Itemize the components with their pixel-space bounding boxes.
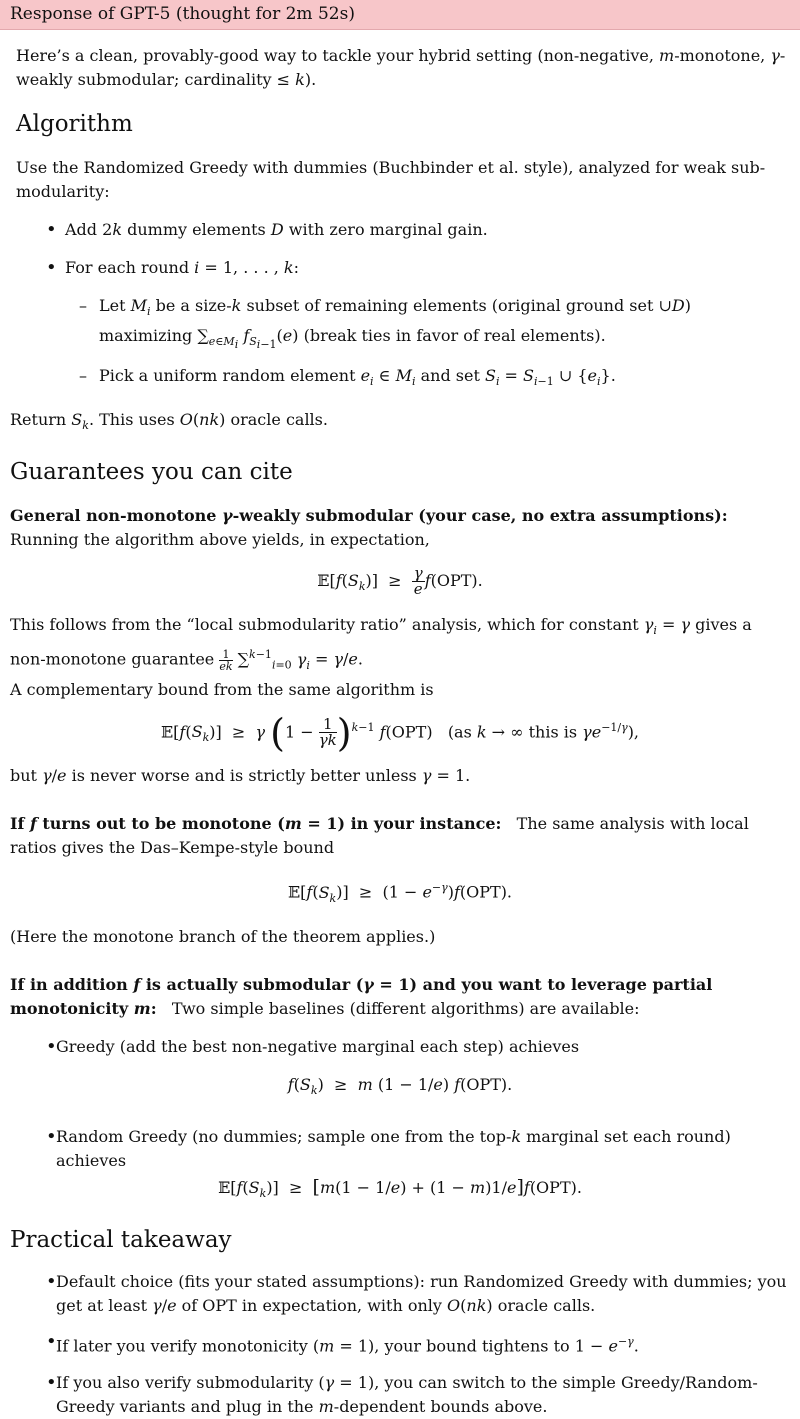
baseline-greedy-text: Greedy (add the best non-negative marginal each step) achieves [56, 1036, 580, 1056]
response-body [0, 44, 800, 1419]
equation-5: $𝔼[f(S_k)] \ge [m(1 - 1/e) + (1 - m)1/e]f(OPT)$. [218, 1176, 582, 1201]
monotone-case: If f turns out to be monotone (m = 1) in your instance: The same analysis with local ratios gives the Das–Kempe-style bound [10, 814, 749, 858]
baseline-greedy [10, 1035, 790, 1103]
algorithm-lead: Use the Randomized Greedy with dummies (Buchbinder et al. style), analyzed for weak sub- modularity: [16, 158, 766, 201]
guarantees-heading: Guarantees you can cite [10, 458, 293, 485]
submodular-case: If in addition f is actually submodular (γ = 1) and you want to leverage partial monotonicity m: Two simple baselines (different algorithms) are available: [10, 974, 713, 1018]
paragraph-local-ratio: This follows from the “local submodularity ratio” analysis, which for constant $\gamma_i = \gamma$ gives a non-monotone guarantee $\frac{1}{ek}$ ∑$^{k-1}_{i=0}$ $\gamma_i = \gamma/e$. A complementary bound from the same algorithm is [10, 615, 752, 699]
baseline-list [10, 1035, 790, 1206]
takeaway-submodular: • If you also verify submodularity (γ = 1), you can switch to the simple Greedy/Random-Greedy variants and plug in the m-dependent bounds above. [10, 1371, 790, 1419]
intro-paragraph: Here’s a clean, provably-good way to tackle your hybrid setting (non-negative, m-monotone, γ-weakly submodular; cardinality ≤ k). [16, 46, 786, 89]
takeaway-heading: Practical takeaway [10, 1227, 232, 1254]
algorithm-steps [10, 218, 790, 280]
takeaway-default: • Default choice (fits your stated assumptions): run Randomized Greedy with dummies; you get at least γ/e of OPT in expectation, with only O(nk) oracle calls. [10, 1270, 790, 1318]
monotone-note: (Here the monotone branch of the theorem applies.) [10, 926, 436, 946]
response-header [0, 0, 800, 30]
algorithm-heading: Algorithm [16, 111, 133, 137]
equation-4: $f(S_k) \ge m$ (1 − 1/e) f(OPT). [287, 1074, 513, 1098]
substep-select: – Let $M_i$ be a size-k subset of remaining elements (original ground set ∪D) maximizing $\sum_{e\in M_i}$ $f_{S_{i-1}}(e)$ (break ties in favor of real elements). [10, 294, 790, 358]
step-dummies: • Add 2k dummy elements D with zero marginal gain. [10, 218, 790, 242]
round-substeps [10, 294, 790, 394]
equation-3: $𝔼[f(S_k)] \ge (1 - e^{-\gamma})f(OPT)$. [287, 881, 513, 905]
general-case: General non-monotone γ-weakly submodular (your case, no extra assumptions): Running the algorithm above yields, in expectation, [10, 505, 728, 549]
equation-1: $𝔼[f(S_k)]$ ≥ $\frac{\gamma}{e}$ f(OPT). [317, 563, 483, 598]
substep-pick: – Pick a uniform random element $e_i$ ∈ $M_i$ and set $S_i = S_{i-1}$ ∪ $\{e_i\}$. [10, 364, 790, 394]
header-title: Response of GPT-5 (thought for 2m 52s) [10, 4, 355, 24]
algorithm-return: Return $S_k$. This uses O(nk) oracle calls. [10, 409, 328, 432]
baseline-random-greedy: • Random Greedy (no dummies; sample one from the top-k marginal set each round) achieves $𝔼[f(S_k)] \ge [m(1 - 1/e) + (1 - m)1/e]f(OPT)$. [10, 1125, 790, 1206]
step-rounds: • For each round i = 1, . . . , k: [10, 256, 790, 280]
paragraph-never-worse: but γ/e is never worse and is strictly better unless γ = 1. [10, 766, 471, 786]
takeaway-list [10, 1270, 790, 1418]
equation-2: $𝔼[f(S_k)] \ge \gamma$ (1 − $\frac{1}{\gamma k}$ )$^{k-1}$ f(OPT) (as k → ∞ this is $\gamma e^{-1/\gamma}$), [160, 710, 640, 755]
takeaway-monotone: • If later you verify monotonicity (m = 1), your bound tightens to $1 - e^{-\gamma}$. [10, 1330, 790, 1358]
